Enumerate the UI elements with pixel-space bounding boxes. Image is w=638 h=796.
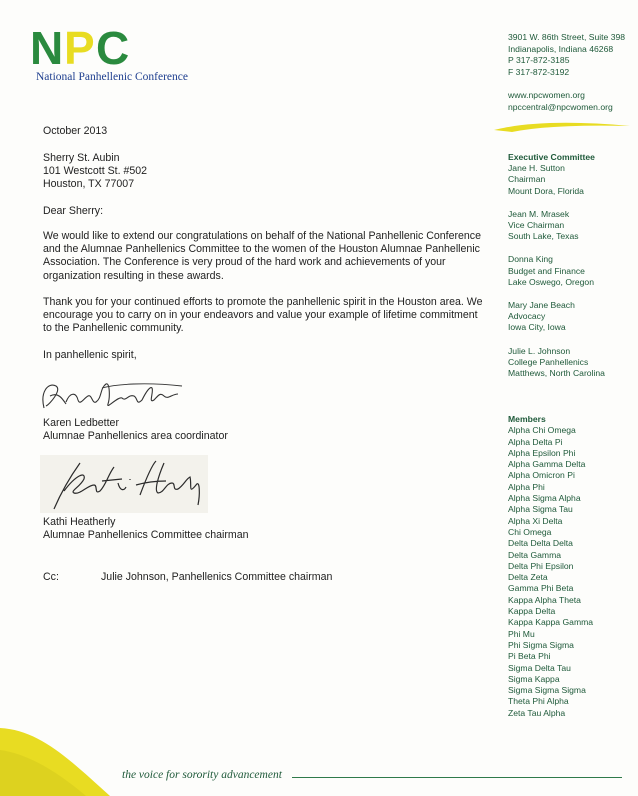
signer2-title: Alumnae Panhellenics Committee chairman <box>43 529 249 542</box>
member-item: Sigma Kappa <box>508 673 560 684</box>
cc-label: Cc: <box>43 571 59 583</box>
officer-location: Mount Dora, Florida <box>508 185 584 196</box>
member-item: Alpha Delta Pi <box>508 436 563 447</box>
cc-value: Julie Johnson, Panhellenics Committee chairman <box>101 571 333 583</box>
member-item: Sigma Delta Tau <box>508 662 571 673</box>
member-item: Alpha Chi Omega <box>508 425 576 436</box>
footer-tagline: the voice for sorority advancement <box>122 769 282 781</box>
members-list <box>508 414 593 719</box>
officer-name: Jane H. Sutton <box>508 163 565 174</box>
footer-rule <box>292 777 622 778</box>
officer-name: Julie L. Johnson <box>508 345 571 356</box>
member-item: Alpha Omicron Pi <box>508 470 575 481</box>
salutation: Dear Sherry: <box>43 205 104 217</box>
officer-name: Mary Jane Beach <box>508 300 575 311</box>
recipient-address <box>43 152 147 192</box>
officer-location: Iowa City, Iowa <box>508 322 566 333</box>
officer-role: Vice Chairman <box>508 220 565 231</box>
svg-text:P: P <box>64 24 92 68</box>
phone-line: P 317-872-3185 <box>508 55 570 66</box>
officer <box>508 300 605 334</box>
officer-role: Chairman <box>508 174 546 185</box>
signer2-block <box>43 516 249 542</box>
officer-name: Jean M. Mrasek <box>508 208 570 219</box>
signer1-title: Alumnae Panhellenics area coordinator <box>43 430 228 443</box>
officer-location: South Lake, Texas <box>508 231 579 242</box>
closing: In panhellenic spirit, <box>43 349 137 361</box>
recipient-name: Sherry St. Aubin <box>43 152 120 164</box>
member-item: Kappa Kappa Gamma <box>508 617 594 628</box>
cc-line <box>43 571 332 584</box>
officer <box>508 163 605 197</box>
members-heading: Members <box>508 414 546 424</box>
org-address <box>508 32 625 78</box>
officer-role: College Panhellenics <box>508 356 589 367</box>
address-line: 3901 W. 86th Street, Suite 398 <box>508 32 626 42</box>
officer <box>508 254 605 288</box>
executive-committee <box>508 152 605 391</box>
member-item: Phi Sigma Sigma <box>508 639 574 650</box>
member-item: Delta Gamma <box>508 549 562 560</box>
member-item: Alpha Xi Delta <box>508 515 563 526</box>
address-line: Indianapolis, Indiana 46268 <box>508 43 614 54</box>
letter-date: October 2013 <box>43 125 108 137</box>
member-item: Pi Beta Phi <box>508 651 551 662</box>
member-item: Delta Zeta <box>508 572 548 583</box>
member-item: Alpha Sigma Tau <box>508 504 573 515</box>
officer-role: Advocacy <box>508 311 546 322</box>
officer-location: Matthews, North Carolina <box>508 368 605 379</box>
member-item: Phi Mu <box>508 628 535 639</box>
signer1-block <box>43 417 228 443</box>
email-link[interactable]: npccentral@npcwomen.org <box>508 101 613 112</box>
svg-text:N: N <box>30 24 61 68</box>
npc-logo-letters <box>30 24 150 68</box>
org-name: National Panhellenic Conference <box>36 71 188 83</box>
member-item: Gamma Phi Beta <box>508 583 574 594</box>
decorative-swoosh <box>492 116 632 138</box>
officer-location: Lake Oswego, Oregon <box>508 276 594 287</box>
member-item: Alpha Phi <box>508 481 545 492</box>
recipient-street: 101 Westcott St. #502 <box>43 165 148 178</box>
member-item: Alpha Sigma Alpha <box>508 493 581 504</box>
member-item: Kappa Alpha Theta <box>508 594 581 605</box>
officer <box>508 346 605 380</box>
member-item: Zeta Tau Alpha <box>508 707 566 718</box>
org-web <box>508 90 613 113</box>
officer-name: Donna King <box>508 254 553 265</box>
body-paragraph: We would like to extend our congratulations on behalf of the National Panhellenic Conference and the Alumnae Panhellenics Committee to the women of the Houston Alumnae Panhellenic Association. The Conference is very proud of the hard work and achievements of your organization resulting in these awards. <box>43 230 481 282</box>
member-item: Theta Phi Alpha <box>508 696 569 707</box>
npc-logo <box>30 24 188 86</box>
executive-committee-heading: Executive Committee <box>508 152 595 162</box>
member-item: Kappa Delta <box>508 606 556 617</box>
recipient-city: Houston, TX 77007 <box>43 178 135 191</box>
signature-karen-ledbetter <box>36 378 186 414</box>
footer-swoosh <box>0 720 638 796</box>
member-item: Alpha Epsilon Phi <box>508 447 576 458</box>
website-link[interactable]: www.npcwomen.org <box>508 90 585 100</box>
member-item: Sigma Sigma Sigma <box>508 685 586 696</box>
member-item: Delta Phi Epsilon <box>508 560 574 571</box>
member-item: Chi Omega <box>508 526 552 537</box>
signer1-name: Karen Ledbetter <box>43 417 119 429</box>
fax-line: F 317-872-3192 <box>508 66 570 77</box>
member-item: Alpha Gamma Delta <box>508 459 586 470</box>
officer <box>508 209 605 243</box>
officer-role: Budget and Finance <box>508 265 585 276</box>
member-item: Delta Delta Delta <box>508 538 573 549</box>
body-paragraph: Thank you for your continued efforts to promote the panhellenic spirit in the Houston area. We encourage you to carry on in your endeavors and value your example of lifetime commitment to the Panhellenic community. <box>43 296 483 335</box>
svg-text:C: C <box>96 24 127 68</box>
signer2-name: Kathi Heatherly <box>43 516 116 528</box>
signature-kathi-heatherly <box>40 455 208 513</box>
